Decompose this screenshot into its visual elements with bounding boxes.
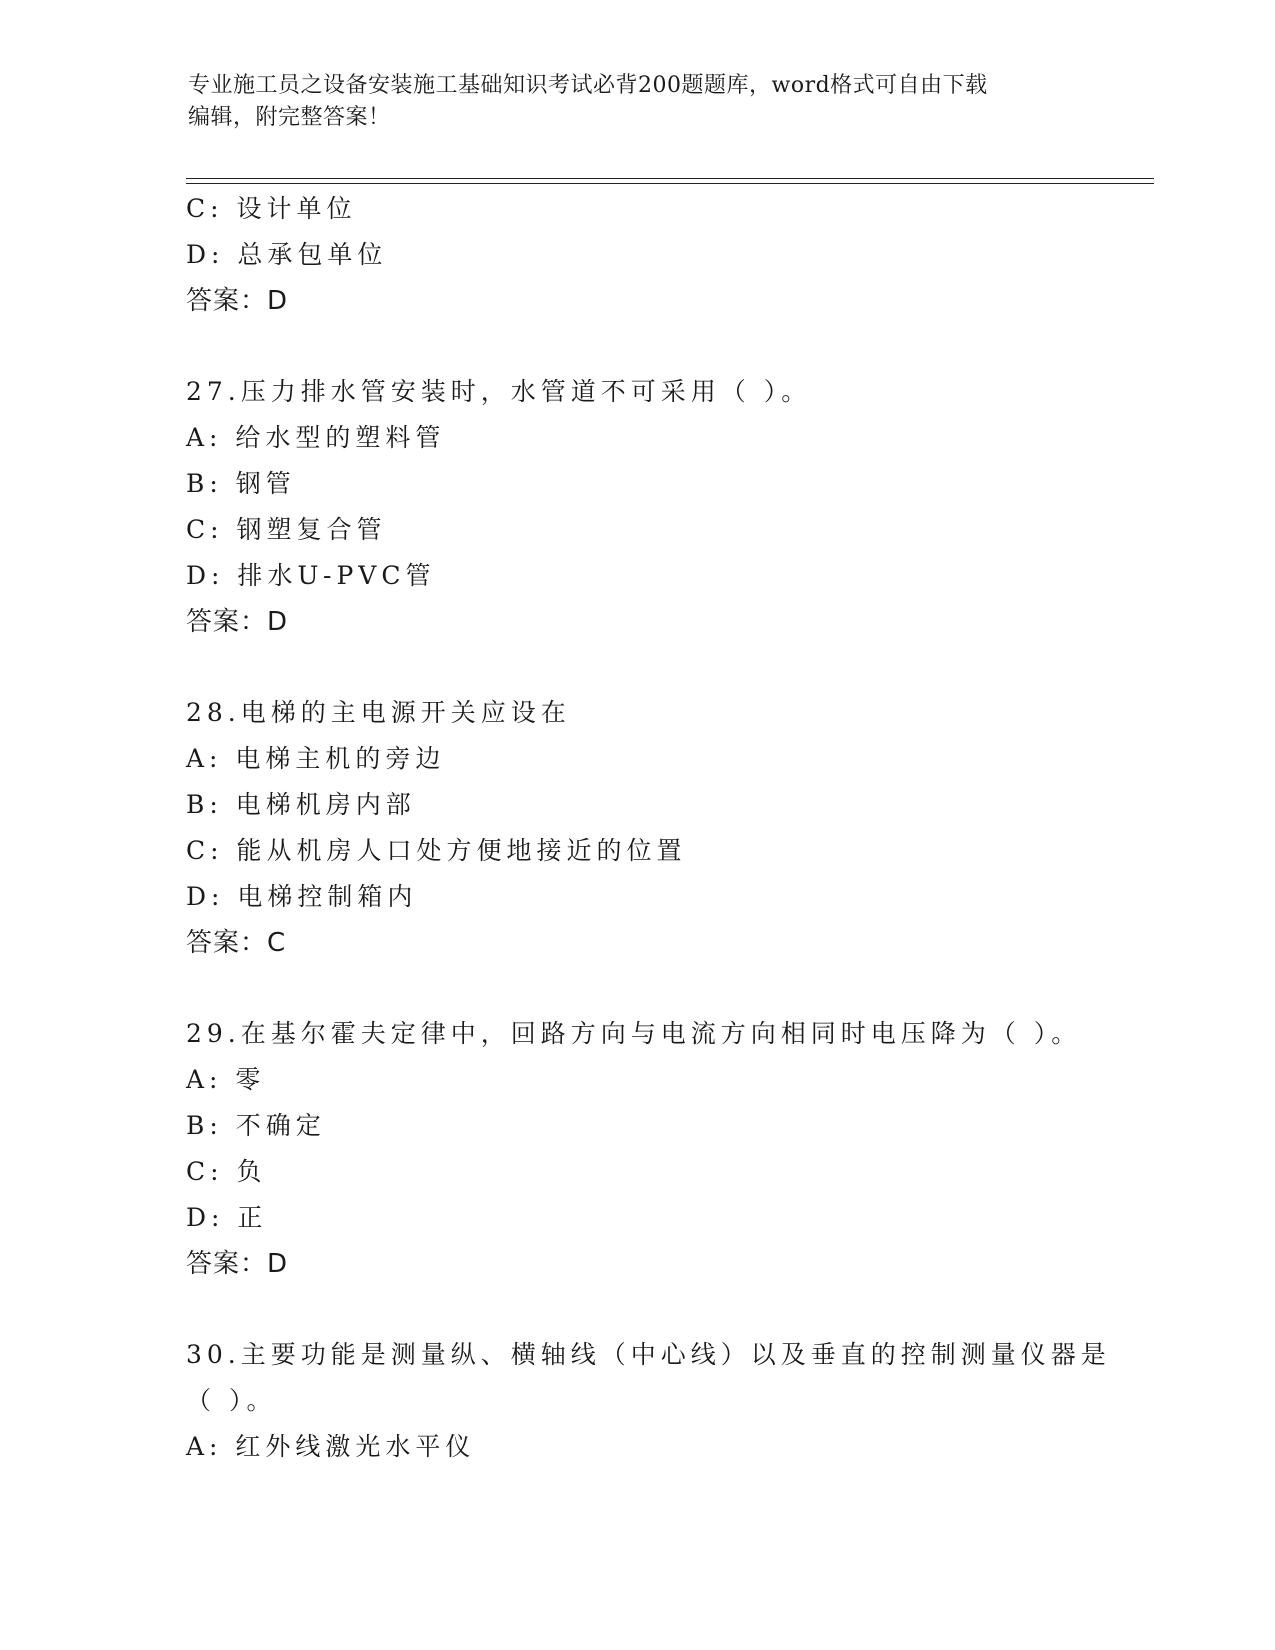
option-d: D: 电梯控制箱内	[186, 882, 418, 911]
option-b: B: 电梯机房内部	[186, 790, 416, 819]
answer: 答案：C	[186, 928, 287, 958]
question-29	[186, 1011, 1106, 1287]
option-c: C: 设计单位	[186, 194, 357, 223]
question-28	[186, 690, 1106, 966]
question-27	[186, 369, 1106, 645]
option-c: C: 能从机房人口处方便地接近的位置	[186, 836, 687, 865]
option-b: B: 不确定	[186, 1111, 326, 1140]
option-d: D: 正	[186, 1203, 268, 1232]
header-line-1: 专业施工员之设备安装施工基础知识考试必背200题题库，word格式可自由下载	[188, 73, 988, 98]
option-a: A: 零	[186, 1065, 266, 1094]
option-a: A: 给水型的塑料管	[186, 423, 446, 452]
answer: 答案：D	[186, 286, 289, 316]
option-d: D: 排水U-PVC管	[186, 561, 436, 590]
answer: 答案：D	[186, 607, 289, 637]
question-stem: 29.在基尔霍夫定律中，回路方向与电流方向相同时电压降为（ ）。	[186, 1019, 1082, 1048]
header-line-2: 编辑，附完整答案！	[188, 105, 391, 130]
option-a: A: 红外线激光水平仪	[186, 1432, 476, 1461]
option-c: C: 负	[186, 1157, 267, 1186]
header-divider-bottom	[186, 183, 1154, 184]
question-stem-line-2: （ ）。	[186, 1386, 277, 1415]
question-stem: 28.电梯的主电源开关应设在	[186, 698, 571, 727]
question-list	[186, 186, 1111, 1470]
option-a: A: 电梯主机的旁边	[186, 744, 446, 773]
option-c: C: 钢塑复合管	[186, 515, 387, 544]
question-stem-line-1: 30.主要功能是测量纵、横轴线（中心线）以及垂直的控制测量仪器是	[186, 1340, 1111, 1369]
document-header	[188, 70, 1088, 134]
question-30	[186, 1332, 1111, 1470]
question-26-tail	[186, 186, 1106, 324]
header-divider-top	[186, 178, 1154, 179]
option-d: D: 总承包单位	[186, 240, 388, 269]
question-stem: 27.压力排水管安装时，水管道不可采用（ ）。	[186, 377, 812, 406]
option-b: B: 钢管	[186, 469, 296, 498]
answer: 答案：D	[186, 1249, 289, 1279]
